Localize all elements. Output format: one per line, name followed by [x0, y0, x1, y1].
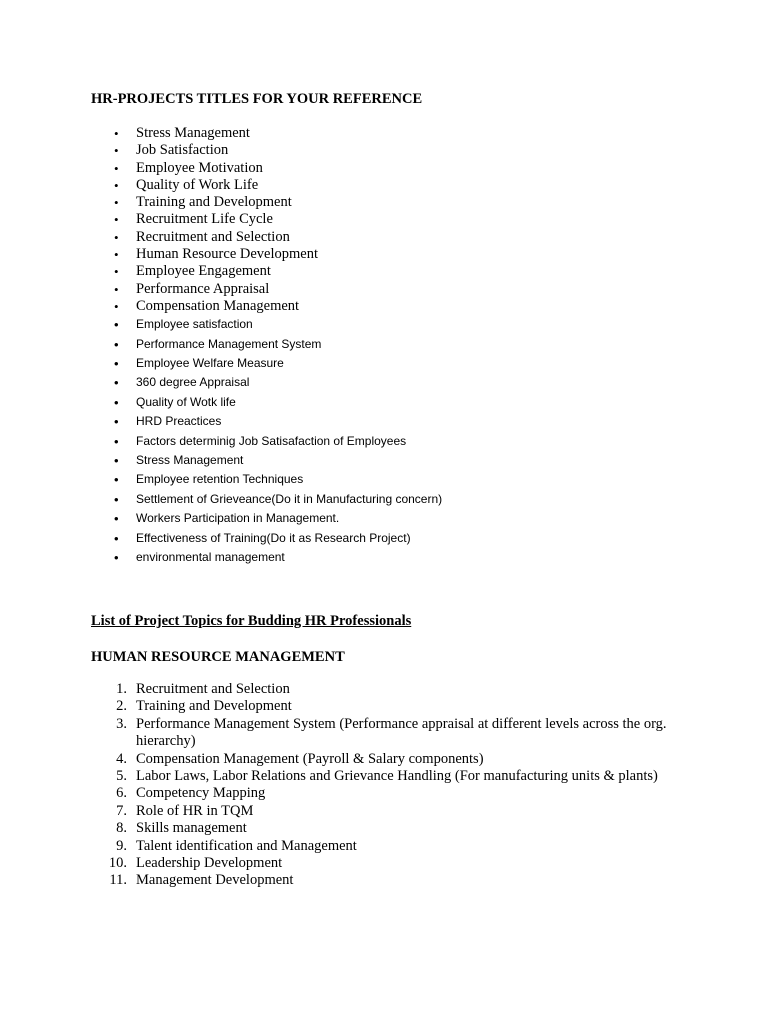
list-item	[0, 803, 768, 820]
list-item-text: Employee retention Techniques	[136, 472, 304, 487]
list-item	[0, 177, 768, 194]
list-item-text: Compensation Management (Payroll & Salary components)	[136, 750, 484, 767]
list-item-number: 3.	[116, 715, 127, 732]
list-item	[0, 529, 768, 548]
list-item	[0, 263, 768, 280]
bullet-icon: •	[114, 472, 119, 488]
list-item	[0, 716, 768, 751]
list-item	[0, 470, 768, 489]
list-item	[0, 548, 768, 567]
list-item-text: Performance Appraisal	[136, 280, 270, 297]
document-title: HR-PROJECTS TITLES FOR YOUR REFERENCE	[91, 91, 423, 107]
list-item-text: Employee Engagement	[136, 263, 271, 280]
list-item	[0, 354, 768, 373]
list-item-text: Recruitment Life Cycle	[136, 211, 273, 228]
list-item	[0, 125, 768, 142]
bullet-icon: •	[114, 375, 119, 391]
list-item-text: Compensation Management	[136, 297, 300, 314]
list-item-text: Job Satisfaction	[136, 142, 229, 159]
list-item-text: Employee satisfaction	[136, 317, 253, 332]
list-item	[0, 335, 768, 354]
list-item-text: Training and Development	[136, 194, 292, 211]
bullet-icon: •	[114, 143, 119, 159]
list-item	[0, 142, 768, 159]
list-item	[0, 229, 768, 246]
list-item	[0, 785, 768, 802]
section-heading: HUMAN RESOURCE MANAGEMENT	[91, 649, 345, 665]
bullet-icon: •	[114, 247, 119, 263]
list-item-text: Recruitment and Selection	[136, 681, 290, 697]
list-item-number: 5.	[116, 768, 127, 785]
list-item	[0, 698, 768, 715]
list-item	[0, 820, 768, 837]
list-item-number: 9.	[116, 837, 127, 854]
bullet-icon: •	[114, 264, 119, 280]
list-item	[0, 451, 768, 470]
list-item-text: 360 degree Appraisal	[136, 375, 250, 390]
list-item	[0, 160, 768, 177]
list-item	[0, 855, 768, 872]
list-item	[0, 373, 768, 392]
bullet-icon: •	[114, 281, 119, 297]
list-item-text: Workers Participation in Management.	[136, 511, 340, 526]
bullet-icon: •	[114, 356, 119, 372]
list-item-text: Performance Management System	[136, 336, 322, 351]
bullet-list	[0, 125, 768, 567]
list-item-text: Role of HR in TQM	[136, 802, 254, 819]
bullet-icon: •	[114, 195, 119, 211]
list-item-text: Performance Management System (Performance appraisal at different levels across the org. hierarchy)	[136, 715, 667, 750]
list-item	[0, 211, 768, 228]
list-item-text: Skills management	[136, 820, 247, 837]
list-item-text: Management Development	[136, 872, 294, 889]
list-item-number: 8.	[116, 820, 127, 837]
list-item-number: 1.	[116, 681, 127, 697]
list-item-text: Labor Laws, Labor Relations and Grievance Handling (For manufacturing units & plants)	[136, 768, 658, 785]
list-item	[0, 751, 768, 768]
list-item-number: 11.	[109, 872, 127, 889]
list-item-number: 2.	[116, 698, 127, 715]
bullet-icon: •	[114, 177, 119, 193]
list-item-text: Effectiveness of Training(Do it as Research Project)	[136, 530, 411, 545]
list-item-number: 4.	[116, 750, 127, 767]
bullet-icon: •	[114, 317, 119, 333]
bullet-icon: •	[114, 212, 119, 228]
bullet-icon: •	[114, 549, 119, 565]
list-item-text: Training and Development	[136, 698, 292, 715]
bullet-icon: •	[114, 491, 119, 507]
list-item-text: Stress Management	[136, 453, 244, 467]
list-item-text: Quality of Wotk life	[136, 394, 236, 409]
list-item	[0, 298, 768, 315]
bullet-icon: •	[114, 530, 119, 546]
list-item-text: HRD Preactices	[136, 414, 222, 429]
list-item-text: Settlement of Grieveance(Do it in Manufacturing concern)	[136, 491, 443, 506]
bullet-icon: •	[114, 511, 119, 527]
list-item-text: Talent identification and Management	[136, 837, 357, 854]
list-heading: List of Project Topics for Budding HR Professionals	[91, 613, 412, 629]
list-item-text: Leadership Development	[136, 855, 283, 872]
bullet-icon: •	[114, 414, 119, 430]
list-item-text: environmental management	[136, 549, 285, 564]
bullet-icon: •	[114, 394, 119, 410]
list-item	[0, 315, 768, 334]
list-item-text: Employee Motivation	[136, 159, 263, 176]
bullet-icon: •	[114, 433, 119, 449]
list-item	[0, 509, 768, 528]
list-item-number: 10.	[108, 855, 127, 872]
bullet-icon: •	[114, 229, 119, 245]
list-item-text: Recruitment and Selection	[136, 228, 290, 245]
list-item	[0, 768, 768, 785]
list-item	[0, 393, 768, 412]
bullet-icon: •	[114, 160, 119, 176]
list-item	[0, 490, 768, 509]
bullet-icon: •	[114, 336, 119, 352]
list-item	[0, 194, 768, 211]
list-item-number: 6.	[116, 785, 127, 802]
list-item-text: Human Resource Development	[136, 246, 319, 263]
numbered-list	[0, 681, 768, 890]
bullet-icon: •	[114, 453, 119, 468]
bullet-icon: •	[114, 298, 119, 314]
list-item	[0, 681, 768, 698]
list-item	[0, 838, 768, 855]
list-item-text: Employee Welfare Measure	[136, 356, 284, 371]
list-item	[0, 281, 768, 298]
list-item-text: Competency Mapping	[136, 785, 266, 802]
list-item-text: Factors determinig Job Satisafaction of Employees	[136, 433, 407, 448]
list-item	[0, 246, 768, 263]
list-item	[0, 412, 768, 431]
list-item-number: 7.	[116, 802, 127, 819]
list-item-text: Quality of Work Life	[136, 176, 259, 193]
list-item	[0, 432, 768, 451]
list-item	[0, 872, 768, 889]
list-item-text: Stress Management	[136, 125, 250, 141]
bullet-icon: •	[114, 126, 119, 141]
